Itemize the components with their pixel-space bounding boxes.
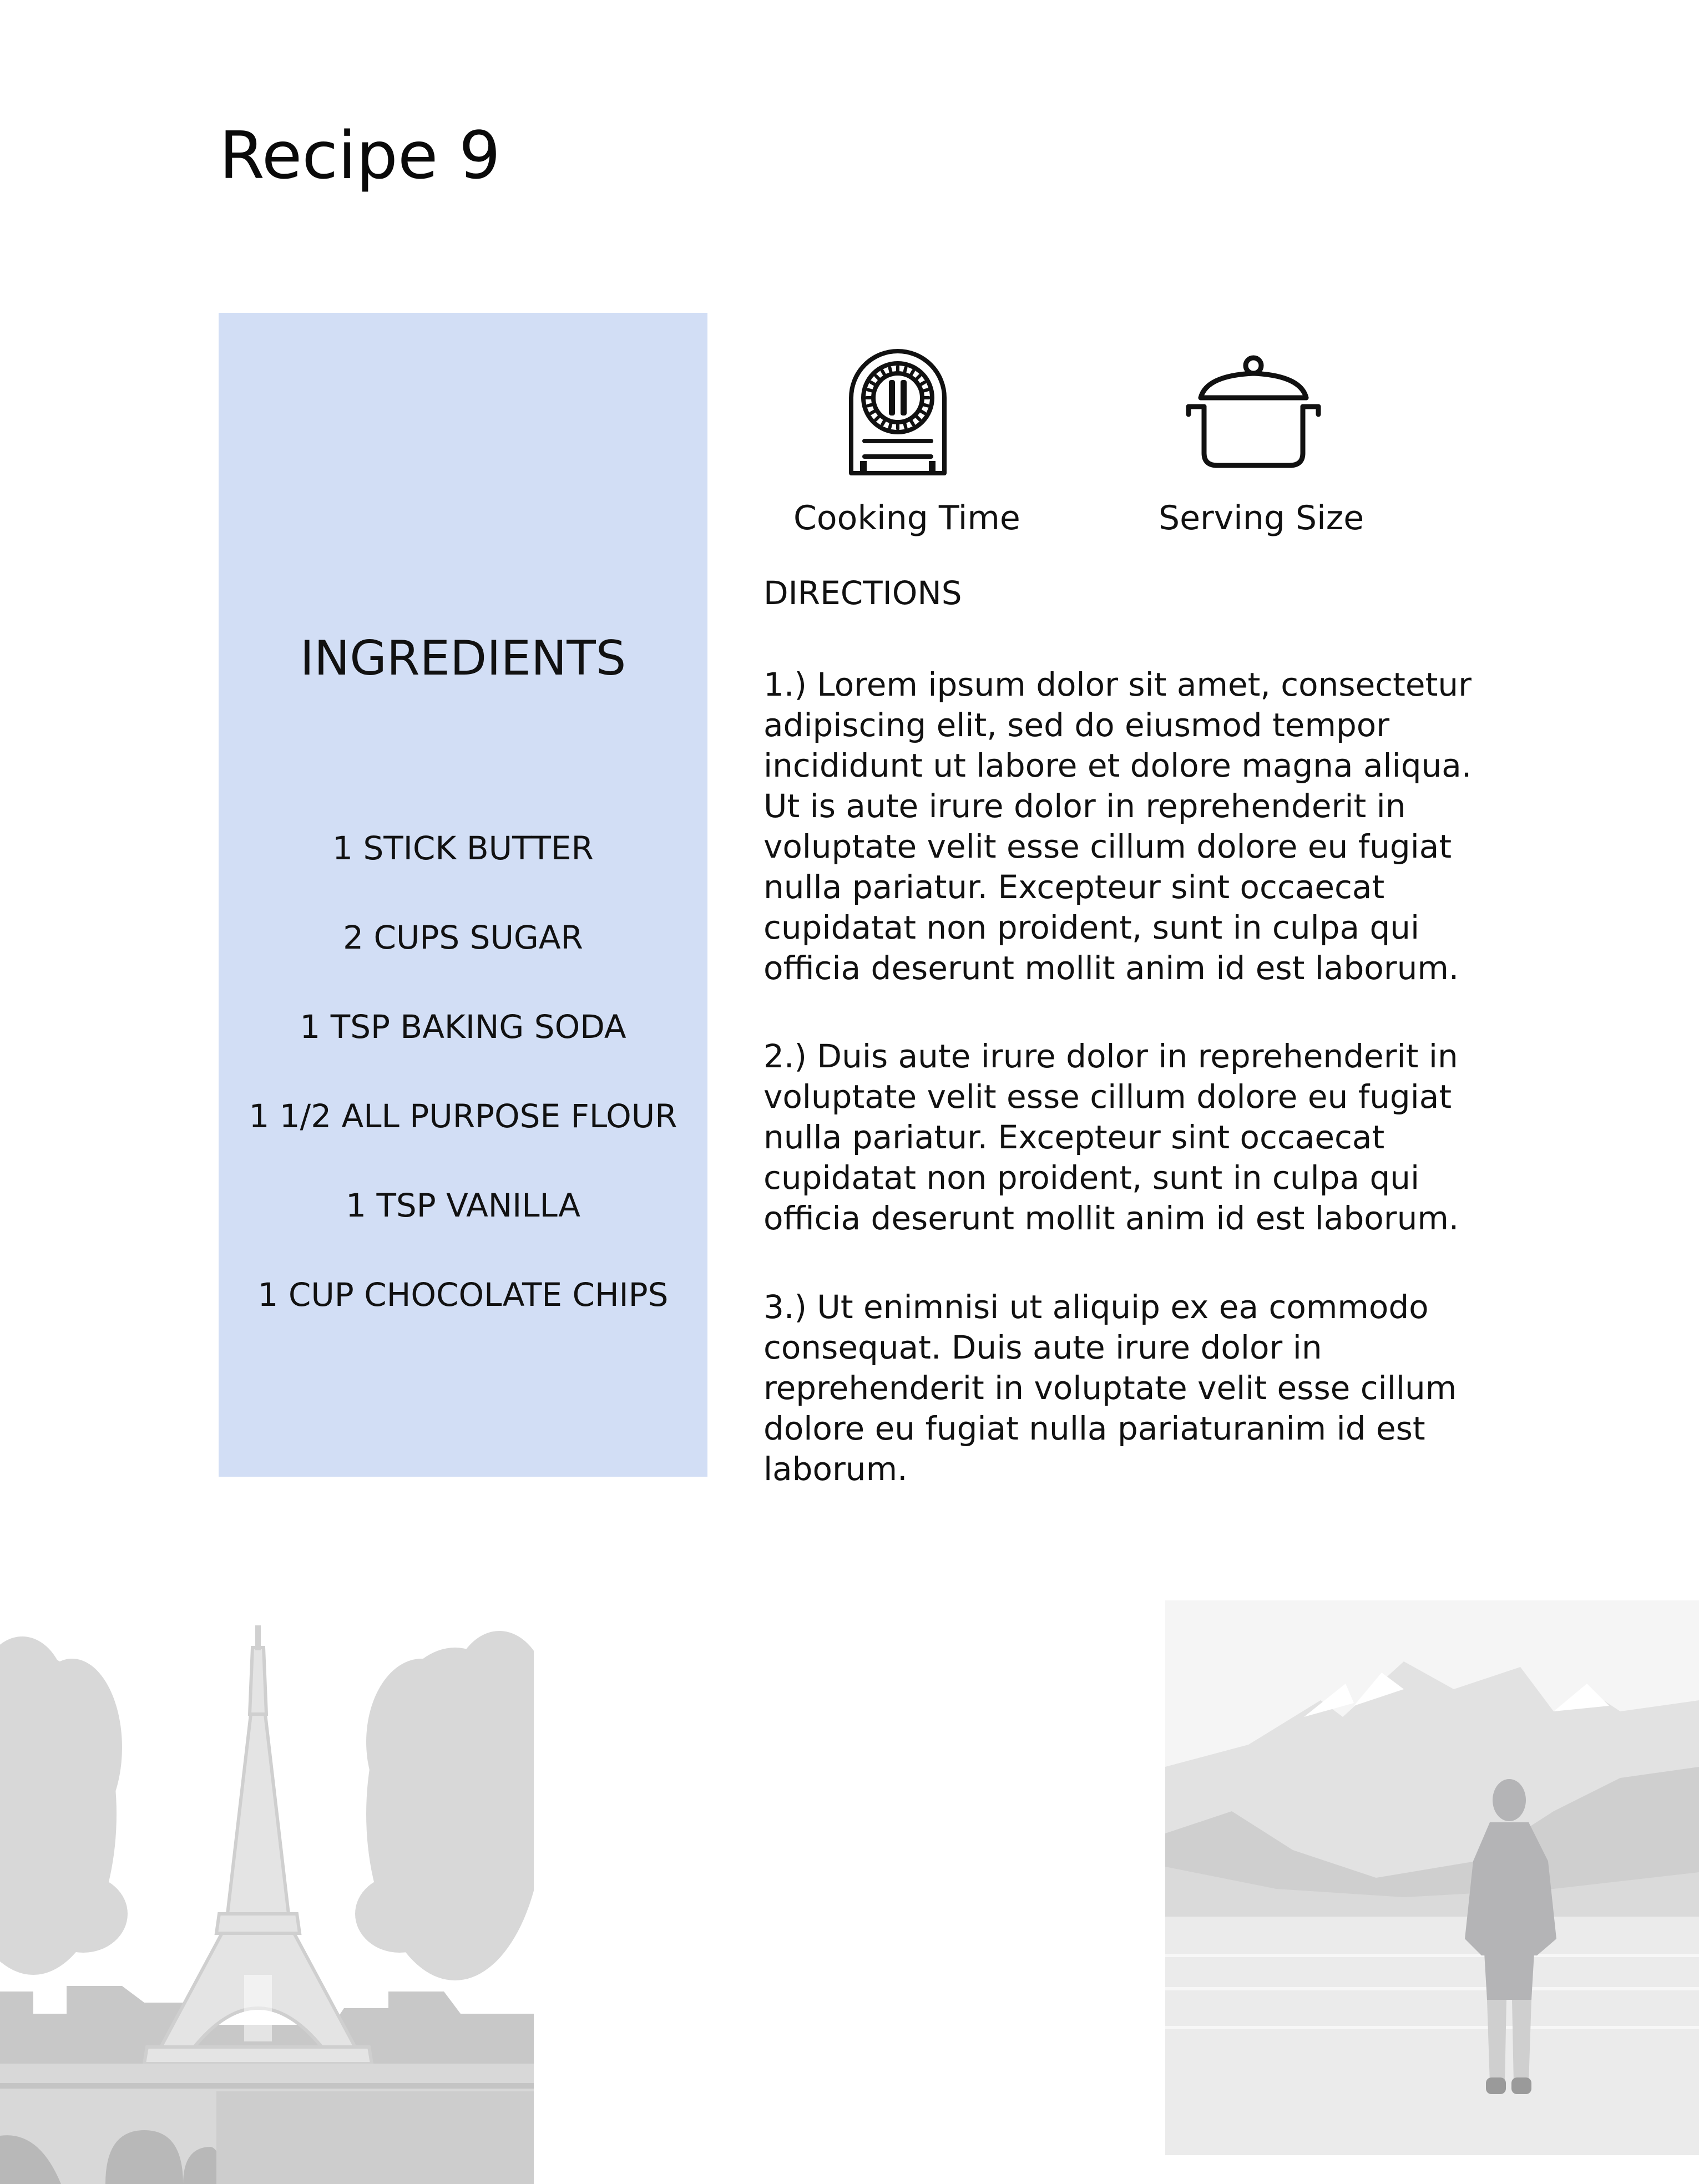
cooking-time-label: Cooking Time bbox=[793, 499, 1020, 538]
ingredients-list bbox=[219, 829, 707, 1365]
direction-step: 2.) Duis aute irure dolor in reprehenderit in voluptate velit esse cillum dolore eu fugiat nulla pariatur. Excepteur sint occaecat cupidatat non proident, sunt in culpa qui officia deserunt mollit anim id est laborum. bbox=[763, 1037, 1459, 1237]
directions-heading: DIRECTIONS bbox=[763, 574, 962, 612]
kitchen-timer-icon bbox=[843, 347, 952, 477]
mountain-lake-hiker-illustration bbox=[1165, 1600, 1699, 2184]
direction-step: 1.) Lorem ipsum dolor sit amet, consectetur adipiscing elit, sed do eiusmod tempor incididunt ut labore et dolore magna aliqua. Ut is aute irure dolor in reprehenderit in voluptate velit esse cillum dolore eu fugiat nulla pariatur. Excepteur sint occaecat cupidatat non proident, sunt in culpa qui officia deserunt mollit anim id est laborum. bbox=[763, 666, 1472, 987]
recipe-title: Recipe 9 bbox=[219, 117, 501, 194]
cooking-pot-icon bbox=[1184, 353, 1323, 473]
direction-step: 3.) Ut enimnisi ut aliquip ex ea commodo consequat. Duis aute irure dolor in reprehenderit in voluptate velit esse cillum dolore eu fugiat nulla pariaturanim id est laborum. bbox=[763, 1288, 1457, 1488]
ingredients-panel bbox=[219, 313, 707, 1477]
serving-size-label: Serving Size bbox=[1159, 499, 1364, 538]
ingredients-heading: INGREDIENTS bbox=[300, 631, 626, 686]
ingredient-item: 1 TSP BAKING SODA bbox=[300, 1008, 626, 1046]
ingredient-item: 1 STICK BUTTER bbox=[332, 829, 594, 867]
ingredient-item: 2 CUPS SUGAR bbox=[343, 919, 583, 956]
ingredient-item: 1 CUP CHOCOLATE CHIPS bbox=[257, 1276, 669, 1314]
eiffel-tower-illustration bbox=[0, 1603, 534, 2184]
ingredient-item: 1 TSP VANILLA bbox=[346, 1187, 580, 1224]
ingredient-item: 1 1/2 ALL PURPOSE FLOUR bbox=[249, 1097, 677, 1135]
